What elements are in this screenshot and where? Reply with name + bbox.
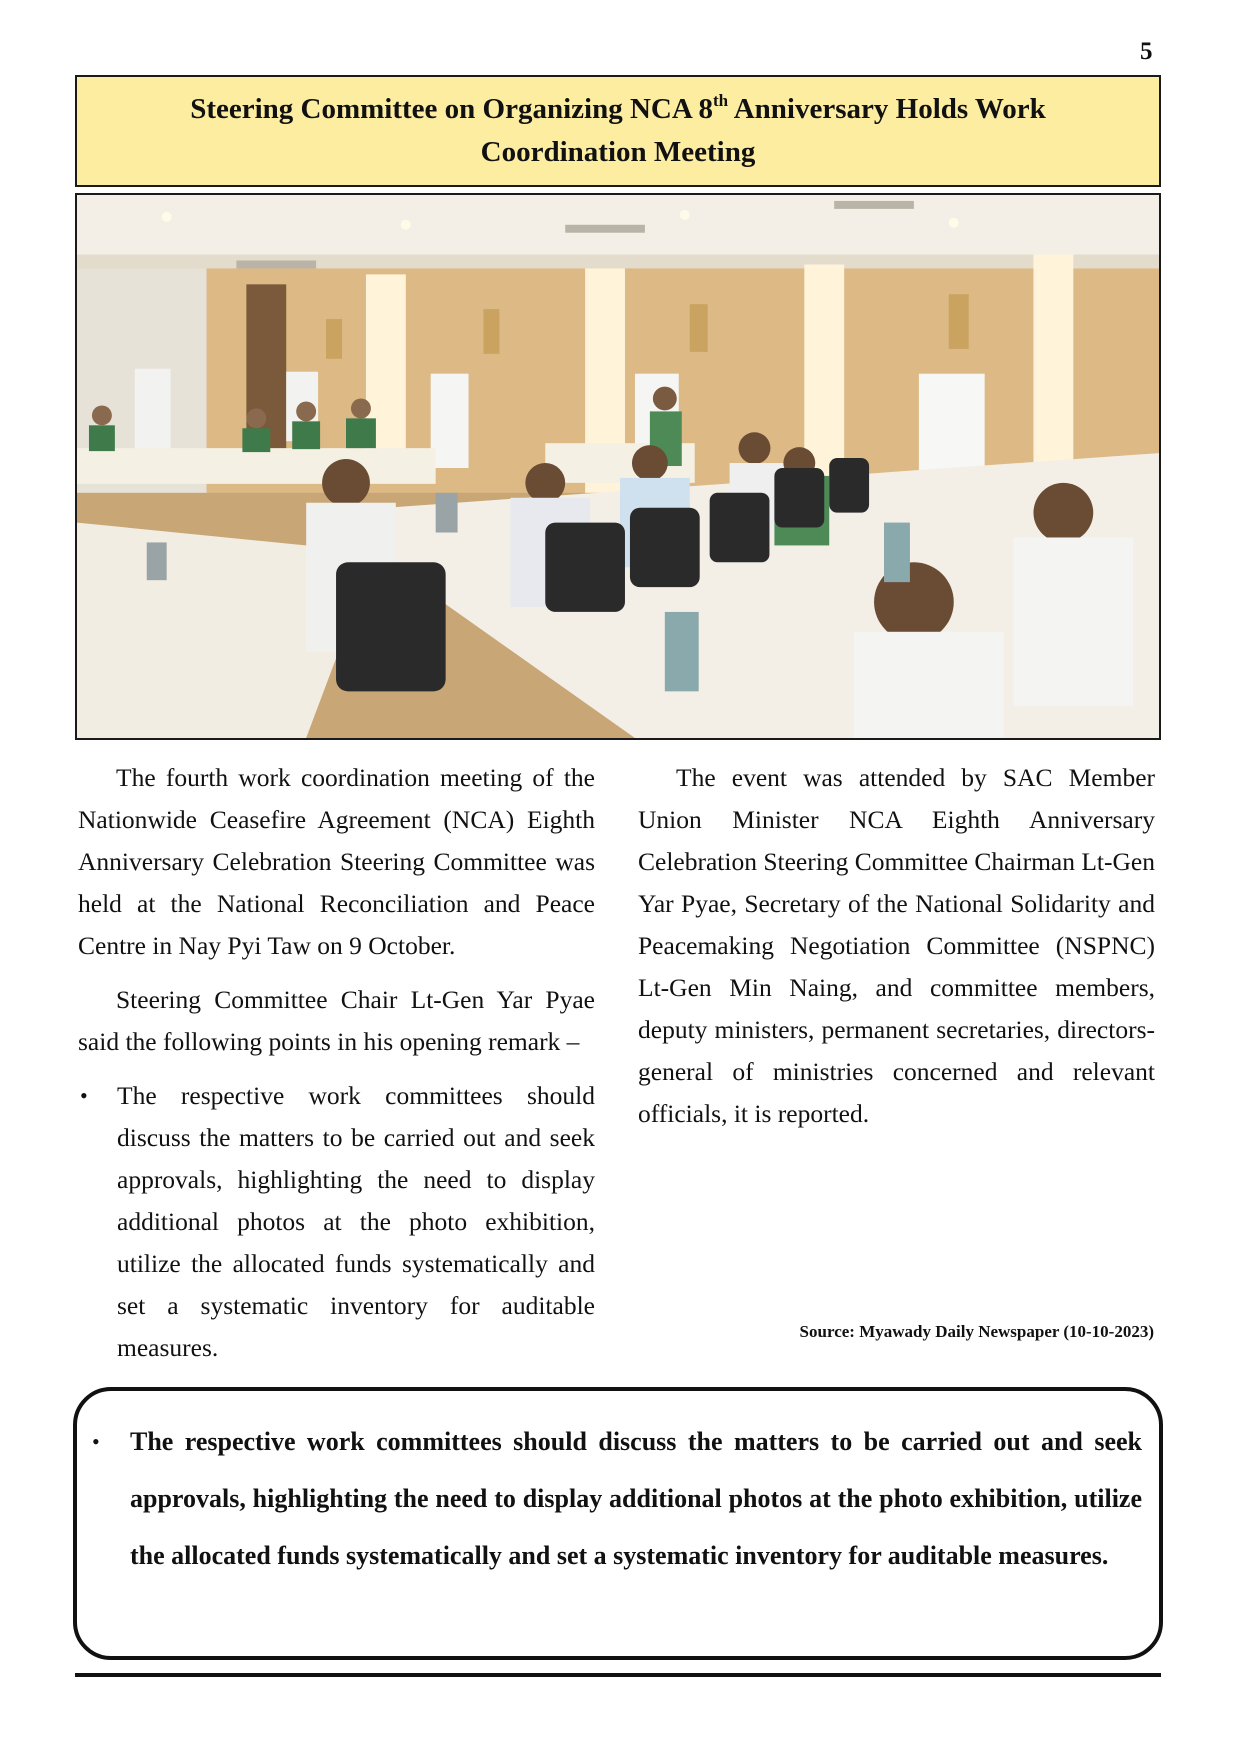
bottom-rule [75,1673,1161,1677]
article-bullet-text-part1: The respective work committees should discuss the matters to be carried out and seek approvals, highlighting the need to display additional photos at the photo exhibition, utilize the allocated funds systematically and set a systematic inventory for auditable measures. [117,1081,595,1362]
article-title-line2: Coordination Meeting [480,136,756,168]
article-title-line1: Steering Committee on Organizing NCA 8th Anniversary Holds Work [190,91,1046,125]
article-paragraph-1: The fourth work coordination meeting of the Nationwide Ceasefire Agreement (NCA) Eighth Anniversary Celebration Steering Committee was held at the National Reconciliation and Peace Centre in Nay Pyi Taw on 9 October. [78,763,595,960]
meeting-photo [75,193,1161,740]
article-title [75,75,1161,187]
article-paragraph-2: Steering Committee Chair Lt-Gen Yar Pyae said the following points in his opening remark – [78,985,595,1056]
article-column-left [78,757,595,1381]
callout-text: The respective work committees should discuss the matters to be carried out and seek approvals, highlighting the need to display additional photos at the photo exhibition, utilize the allocated funds systematically and set a systematic inventory for auditable measures. [130,1427,1142,1570]
article-source: Source: Myawady Daily Newspaper (10-10-2023) [799,1322,1154,1341]
article-bullet-item [78,1075,595,1369]
page-number: 5 [1140,38,1153,65]
meeting-photo-illustration [77,195,1159,738]
bullet-icon: • [80,1083,88,1108]
article-column-right [638,757,1155,1147]
callout-bullet-icon: • [92,1429,100,1454]
article-paragraph-3: The event was attended by SAC Member Union Minister NCA Eighth Anniversary Celebration Steering Committee Chairman Lt-Gen Yar Pyae, Secretary of the National Solidarity and Peacemaking Negotiation Committee (NSPNC) Lt-Gen Min Naing, and committee members, deputy ministers, permanent secretaries, directors-general of ministries concerned and relevant officials, it is reported. [638,763,1155,1128]
